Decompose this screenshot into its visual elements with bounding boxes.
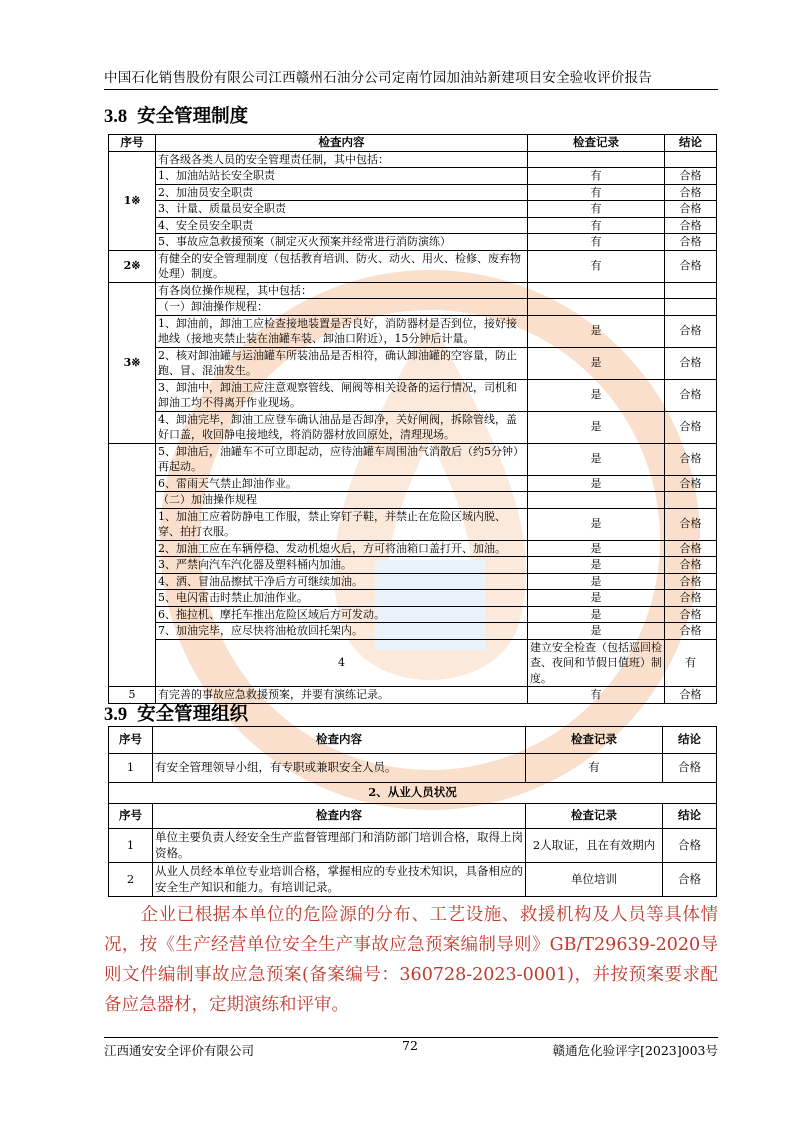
col-header-record: 检查记录	[526, 804, 663, 829]
table-row	[109, 829, 717, 863]
table-row	[109, 590, 717, 607]
row-content: 3、严禁向汽车汽化器及塑料桶内加油。	[156, 557, 528, 574]
row-content: 3、计量、质量员安全职责	[156, 201, 528, 218]
row-record: 单位培训	[526, 863, 663, 897]
safety-rules-table	[108, 134, 717, 704]
row-no: 5	[109, 687, 156, 704]
section-title-3-8	[104, 102, 248, 128]
section-title-3-9	[104, 700, 248, 726]
row-content: 有完善的事故应急救援预案，并要有演练记录。	[156, 687, 528, 704]
row-content: 2、加油工应在车辆停稳、发动机熄火后，方可将油箱口盖打开、加油。	[156, 540, 528, 557]
table-row	[109, 443, 717, 475]
row-content: 有健全的安全管理制度（包括教育培训、防火、动火、用火、检修、废弃物处理）制度。	[156, 250, 528, 282]
col-header-no: 序号	[109, 727, 153, 754]
table-row	[109, 606, 717, 623]
row-no: 1	[109, 829, 153, 863]
row-content: 有各岗位操作规程，其中包括：	[156, 282, 528, 299]
row-record: 是	[528, 411, 665, 443]
row-result: 合格	[665, 540, 717, 557]
table-row	[109, 754, 717, 783]
table-row	[109, 639, 717, 687]
row-record: 是	[528, 443, 665, 475]
row-content: 3、卸油中，卸油工应注意观察管线、闸阀等相关设备的运行情况，司机和卸油工均不得离开作业现场。	[156, 379, 528, 411]
col-header-result: 结论	[665, 135, 717, 152]
row-result: 合格	[663, 754, 717, 783]
section-number: 3.9	[104, 705, 128, 725]
table-row	[109, 623, 717, 640]
page-header: 中国石化销售股份有限公司江西赣州石油分公司定南竹园加油站新建项目安全验收评价报告	[104, 70, 652, 86]
row-result: 合格	[665, 234, 717, 251]
table-row	[109, 863, 717, 897]
row-result: 合格	[663, 829, 717, 863]
table-row	[109, 379, 717, 411]
table-row	[109, 299, 717, 316]
footer-company: 江西通安安全评价有限公司	[104, 1043, 255, 1058]
row-content: 4、卸油完毕，卸油工应登车确认油品是否卸净，关好闸阀，拆除管线，盖好口盖，收回静电接地线，将消防器材放回原处，清理现场。	[156, 411, 528, 443]
row-record: 有	[665, 639, 717, 687]
row-record: 有	[528, 250, 665, 282]
footer-doc-number: 赣通危化验评字[2023]003号	[552, 1043, 718, 1058]
row-result: 合格	[665, 315, 717, 347]
table-header-row	[109, 727, 717, 754]
row-result: 合格	[663, 863, 717, 897]
row-result: 合格	[665, 475, 717, 492]
table-row	[109, 540, 717, 557]
row-content: 2、加油员安全职责	[156, 184, 528, 201]
row-record: 2人取证，且在有效期内	[526, 829, 663, 863]
row-result: 合格	[665, 379, 717, 411]
col-header-result: 结论	[663, 727, 717, 754]
row-record: 有	[528, 687, 665, 704]
table-row	[109, 201, 717, 218]
table-row	[109, 573, 717, 590]
row-content: （二）加油操作规程	[156, 492, 528, 509]
emergency-plan-paragraph	[104, 900, 718, 1020]
row-result: 合格	[665, 168, 717, 185]
header-rule	[104, 89, 718, 90]
table-row	[109, 282, 717, 299]
safety-org-table	[108, 726, 717, 897]
row-no: 2※	[109, 250, 156, 282]
row-result: 合格	[665, 201, 717, 218]
table-row	[109, 492, 717, 509]
row-result: 合格	[665, 606, 717, 623]
table-row	[109, 250, 717, 282]
row-content: 2、核对卸油罐与运油罐车所装油品是否相符，确认卸油罐的空容量，防止跑、冒、混油发生。	[156, 347, 528, 379]
row-record: 有	[528, 217, 665, 234]
row-no: 2	[109, 863, 153, 897]
col-header-content: 检查内容	[153, 727, 526, 754]
table-row	[109, 184, 717, 201]
row-record: 有	[528, 184, 665, 201]
table-row	[109, 475, 717, 492]
row-content: 6、拖拉机、摩托车推出危险区域后方可发动。	[156, 606, 528, 623]
row-content: 1、加油工应着防静电工作服，禁止穿钉子鞋，并禁止在危险区域内脱、穿、拍打衣服。	[156, 508, 528, 540]
table-row	[109, 347, 717, 379]
table-header-row	[109, 135, 717, 152]
row-record: 是	[528, 590, 665, 607]
row-content: 1、加油站站长安全职责	[156, 168, 528, 185]
row-result: 合格	[665, 443, 717, 475]
row-content: 4、安全员安全职责	[156, 217, 528, 234]
row-content: 有安全管理领导小组，有专职或兼职安全人员。	[153, 754, 526, 783]
row-record: 是	[528, 623, 665, 640]
table-row	[109, 411, 717, 443]
row-content: 5、电闪雷击时禁止加油作业。	[156, 590, 528, 607]
row-record: 有	[528, 168, 665, 185]
row-result: 合格	[665, 184, 717, 201]
row-content: 建立安全检查（包括巡回检查、夜间和节假日值班）制度。	[528, 639, 665, 687]
row-content: 5、事故应急救援预案（制定灭火预案并经常进行消防演练）	[156, 234, 528, 251]
row-record: 是	[528, 573, 665, 590]
section-number: 3.8	[104, 107, 128, 127]
paragraph-text: 企业已根据本单位的危险源的分布、工艺设施、救援机构及人员等具体情况，按《生产经营单位安全生产事故应急预案编制导则》GB/T29639-2020导则文件编制事故应急预案(备案编号：360728-2023-0001)，并按预案要求配备应急器材，定期演练和评审。	[104, 905, 718, 1015]
row-content: 单位主要负责人经安全生产监督管理部门和消防部门培训合格，取得上岗资格。	[153, 829, 526, 863]
col-header-content: 检查内容	[156, 135, 528, 152]
row-result: 合格	[665, 250, 717, 282]
table-row	[109, 557, 717, 574]
row-record: 是	[528, 557, 665, 574]
row-content: （一）卸油操作规程：	[156, 299, 528, 316]
col-header-result: 结论	[663, 804, 717, 829]
row-record: 有	[528, 201, 665, 218]
row-no: 1	[109, 754, 153, 783]
row-content: 1、卸油前，卸油工应检查接地装置是否良好，消防器材是否到位，接好接地线（接地夹禁止装在油罐车装、卸油口附近），15分钟后计量。	[156, 315, 528, 347]
col-header-content: 检查内容	[153, 804, 526, 829]
row-result: 合格	[665, 590, 717, 607]
subheading-row	[109, 783, 717, 804]
row-no: 3※	[109, 282, 156, 443]
subheading: 2、从业人员状况	[109, 783, 717, 804]
row-record: 是	[528, 347, 665, 379]
col-header-no: 序号	[109, 804, 153, 829]
row-content: 有各级各类人员的安全管理责任制，其中包括：	[156, 151, 528, 168]
section-title: 安全管理制度	[137, 106, 249, 127]
row-result: 合格	[665, 687, 717, 704]
row-result: 合格	[665, 557, 717, 574]
row-record: 是	[528, 508, 665, 540]
table-row	[109, 508, 717, 540]
table-row	[109, 315, 717, 347]
row-result: 合格	[665, 411, 717, 443]
row-content: 5、卸油后，油罐车不可立即起动，应待油罐车周围油气消散后（约5分钟）再起动。	[156, 443, 528, 475]
table-row	[109, 217, 717, 234]
row-record: 是	[528, 475, 665, 492]
row-record: 有	[526, 754, 663, 783]
row-result: 合格	[665, 508, 717, 540]
row-record: 是	[528, 315, 665, 347]
row-content: 7、加油完毕，应尽快将油枪放回托架内。	[156, 623, 528, 640]
page-number: 72	[402, 1038, 418, 1053]
row-no: 4	[156, 639, 528, 687]
col-header-record: 检查记录	[528, 135, 665, 152]
table-row	[109, 151, 717, 168]
row-content: 6、雷雨天气禁止卸油作业。	[156, 475, 528, 492]
col-header-record: 检查记录	[526, 727, 663, 754]
row-result: 合格	[665, 347, 717, 379]
row-result: 合格	[665, 217, 717, 234]
row-no: 1※	[109, 151, 156, 250]
row-record: 有	[528, 234, 665, 251]
col-header-no: 序号	[109, 135, 156, 152]
row-record: 是	[528, 379, 665, 411]
table-row	[109, 234, 717, 251]
table-row	[109, 168, 717, 185]
row-result: 合格	[665, 573, 717, 590]
row-content: 4、洒、冒油品擦拭干净后方可继续加油。	[156, 573, 528, 590]
row-record: 是	[528, 606, 665, 623]
table-header-row	[109, 804, 717, 829]
section-title: 安全管理组织	[137, 704, 249, 725]
row-record: 是	[528, 540, 665, 557]
row-result: 合格	[665, 623, 717, 640]
row-content: 从业人员经本单位专业培训合格，掌握相应的专业技术知识，具备相应的安全生产知识和能力。有培训记录。	[153, 863, 526, 897]
